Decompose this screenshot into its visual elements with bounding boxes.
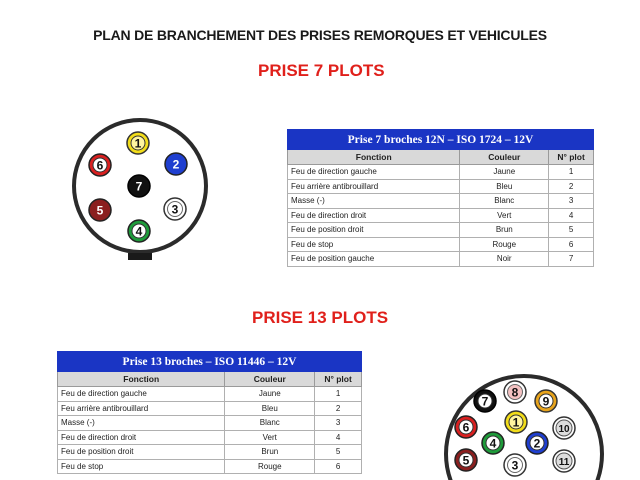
pin-7-label: 7 — [135, 179, 143, 194]
pin-10 — [553, 417, 575, 439]
cell-plot: 4 — [549, 208, 594, 223]
cell-couleur: Brun — [225, 445, 315, 460]
cell-fonction: Masse (-) — [58, 416, 225, 431]
cell-couleur: Vert — [460, 208, 549, 223]
pin-3-label: 3 — [171, 202, 179, 217]
cell-fonction: Feu de direction droit — [288, 208, 460, 223]
plug-7-pin-diagram — [62, 114, 222, 264]
pin-3-label: 3 — [511, 458, 519, 473]
col-header-couleur: Couleur — [460, 150, 549, 165]
col-header-couleur: Couleur — [225, 372, 315, 387]
cell-plot: 1 — [315, 387, 362, 402]
cell-fonction: Feu arrière antibrouillard — [288, 179, 460, 194]
pin-6 — [89, 154, 111, 176]
pin-6 — [455, 416, 477, 438]
pin-7-label: 7 — [481, 394, 489, 409]
pin-9-label: 9 — [542, 394, 550, 409]
cell-plot: 7 — [549, 252, 594, 267]
pin-4-label: 4 — [135, 224, 143, 239]
plug-7-key — [128, 253, 152, 260]
pin-11-label: 11 — [558, 457, 570, 468]
pin-3 — [164, 198, 186, 220]
pin-7 — [474, 390, 496, 412]
pin-4 — [128, 220, 150, 242]
cell-fonction: Feu de position droit — [58, 445, 225, 460]
cell-plot: 1 — [549, 165, 594, 180]
table-13-caption: Prise 13 broches – ISO 11446 – 12V — [58, 352, 362, 372]
plug-13-pin-diagram — [436, 368, 620, 480]
cell-couleur: Brun — [460, 223, 549, 238]
cell-fonction: Masse (-) — [288, 194, 460, 209]
pin-5-label: 5 — [462, 453, 470, 468]
table-row — [288, 165, 594, 180]
cell-plot: 5 — [315, 445, 362, 460]
table-row — [58, 416, 362, 431]
table-row — [288, 237, 594, 252]
cell-plot: 5 — [549, 223, 594, 238]
page-title: PLAN DE BRANCHEMENT DES PRISES REMORQUES ET VEHICULES — [93, 27, 547, 43]
cell-couleur: Noir — [460, 252, 549, 267]
cell-couleur: Blanc — [225, 416, 315, 431]
cell-fonction: Feu de position gauche — [288, 252, 460, 267]
pin-2-label: 2 — [172, 157, 180, 172]
pin-7 — [128, 175, 150, 197]
table-row — [58, 401, 362, 416]
pin-6-label: 6 — [462, 420, 470, 435]
cell-couleur: Jaune — [225, 387, 315, 402]
pin-10-label: 10 — [558, 424, 570, 435]
section-title-7-pin: PRISE 7 PLOTS — [258, 61, 385, 80]
table-row — [288, 223, 594, 238]
table-7-caption: Prise 7 broches 12N – ISO 1724 – 12V — [288, 130, 594, 150]
cell-couleur: Bleu — [460, 179, 549, 194]
cell-plot: 6 — [315, 459, 362, 474]
pin-4-label: 4 — [489, 436, 497, 451]
pin-3 — [504, 454, 526, 476]
pin-8-label: 8 — [511, 385, 519, 400]
cell-plot: 2 — [315, 401, 362, 416]
table-row — [288, 194, 594, 209]
table-row — [58, 387, 362, 402]
pin-6-label: 6 — [96, 158, 104, 173]
pin-5-label: 5 — [96, 203, 104, 218]
col-header-plot: N° plot — [315, 372, 362, 387]
pin-4 — [482, 432, 504, 454]
pin-9 — [535, 390, 557, 412]
cell-fonction: Feu de direction gauche — [58, 387, 225, 402]
cell-fonction: Feu de stop — [288, 237, 460, 252]
pin-1-label: 1 — [134, 136, 142, 151]
cell-plot: 4 — [315, 430, 362, 445]
table-row — [288, 208, 594, 223]
cell-fonction: Feu arrière antibrouillard — [58, 401, 225, 416]
pin-1-label: 1 — [512, 415, 520, 430]
pin-1 — [505, 411, 527, 433]
col-header-plot: N° plot — [549, 150, 594, 165]
pin-2 — [165, 153, 187, 175]
pin-5 — [455, 449, 477, 471]
pin-11 — [553, 450, 575, 472]
pin-5 — [89, 199, 111, 221]
cell-fonction: Feu de direction gauche — [288, 165, 460, 180]
cell-plot: 3 — [315, 416, 362, 431]
section-title-13-pin: PRISE 13 PLOTS — [252, 308, 389, 327]
cell-couleur: Rouge — [460, 237, 549, 252]
table-13-pin — [57, 351, 362, 474]
cell-plot: 3 — [549, 194, 594, 209]
pin-2 — [526, 432, 548, 454]
cell-fonction: Feu de direction droit — [58, 430, 225, 445]
cell-couleur: Jaune — [460, 165, 549, 180]
table-row — [58, 459, 362, 474]
pin-8 — [504, 381, 526, 403]
col-header-fonction: Fonction — [288, 150, 460, 165]
table-row — [288, 252, 594, 267]
table-row — [58, 430, 362, 445]
cell-fonction: Feu de stop — [58, 459, 225, 474]
cell-couleur: Vert — [225, 430, 315, 445]
pin-1 — [127, 132, 149, 154]
table-7-pin — [287, 129, 594, 267]
col-header-fonction: Fonction — [58, 372, 225, 387]
cell-plot: 2 — [549, 179, 594, 194]
pin-2-label: 2 — [533, 436, 541, 451]
table-row — [288, 179, 594, 194]
cell-couleur: Bleu — [225, 401, 315, 416]
cell-couleur: Blanc — [460, 194, 549, 209]
table-row — [58, 445, 362, 460]
cell-fonction: Feu de position droit — [288, 223, 460, 238]
cell-couleur: Rouge — [225, 459, 315, 474]
cell-plot: 6 — [549, 237, 594, 252]
